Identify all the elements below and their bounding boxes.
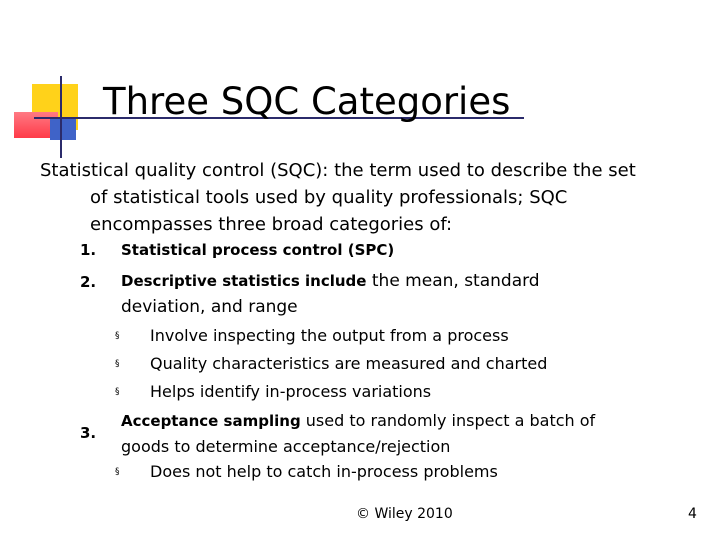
- intro-paragraph: [40, 157, 680, 238]
- intro-line-3: encompasses three broad categories of:: [90, 214, 453, 235]
- bullet-icon: §: [115, 467, 120, 477]
- intro-line-1: Statistical quality control (SQC): the term used to describe the set: [40, 160, 636, 181]
- item-3-text-line-1: used to randomly inspect a batch of: [300, 411, 596, 430]
- item-3-subitem-1: Does not help to catch in-process problems: [150, 462, 498, 481]
- item-2-text-line-1: the mean, standard: [366, 271, 540, 291]
- item-1-number: 1.: [80, 241, 97, 259]
- bullet-icon: §: [115, 331, 120, 341]
- item-2-text-line-2: deviation, and range: [121, 297, 298, 317]
- page-number: 4: [688, 506, 697, 522]
- decor-blue-square: [50, 118, 76, 140]
- bullet-icon: §: [115, 359, 120, 369]
- item-3-bold-text: Acceptance sampling: [121, 412, 301, 430]
- item-3-number: 3.: [80, 424, 97, 442]
- intro-line-2: of statistical tools used by quality professionals; SQC: [90, 187, 568, 208]
- item-2-bold-text: Descriptive statistics include: [121, 272, 367, 290]
- item-2-subitem-2: Quality characteristics are measured and charted: [150, 354, 548, 373]
- footer-copyright: © Wiley 2010: [356, 506, 453, 522]
- item-3-text-line-2: goods to determine acceptance/rejection: [121, 437, 451, 456]
- item-1-bold-text: Statistical process control (SPC): [121, 241, 395, 259]
- item-2-number: 2.: [80, 273, 97, 291]
- item-2-subitem-3: Helps identify in-process variations: [150, 382, 432, 401]
- item-3: [121, 408, 681, 460]
- bullet-icon: §: [115, 387, 120, 397]
- slide-title: Three SQC Categories: [103, 80, 511, 123]
- item-2-subitem-1: Involve inspecting the output from a process: [150, 326, 509, 345]
- item-2: [121, 268, 681, 320]
- item-1: [121, 237, 681, 263]
